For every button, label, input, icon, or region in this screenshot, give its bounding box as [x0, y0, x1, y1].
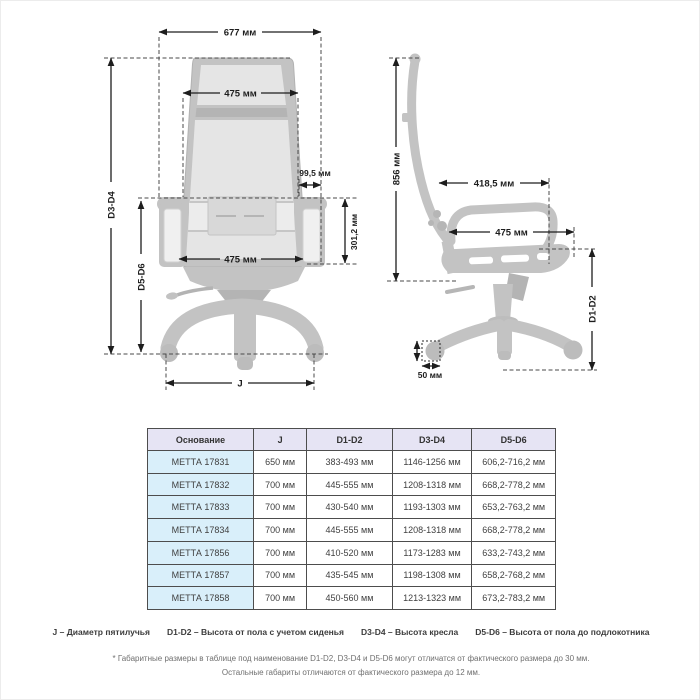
dim-front-base-diameter: J: [237, 378, 243, 390]
cell-d1d2: 435-545 мм: [307, 564, 393, 587]
col-header-d3d4: D3-D4: [392, 429, 472, 451]
cell-j: 700 мм: [254, 496, 307, 519]
legend-item-d3d4: D3-D4 – Высота кресла: [361, 627, 459, 637]
cell-base: МЕТТА 17831: [148, 451, 254, 474]
chair-dimension-diagram: [1, 1, 700, 421]
dim-side-floor-seat: D1-D2: [587, 295, 599, 323]
table-row: [148, 564, 556, 587]
cell-d1d2: 410-520 мм: [307, 541, 393, 564]
dim-front-armrest-offset: 99,5 мм: [299, 168, 331, 178]
cell-d3d4: 1173-1283 мм: [392, 541, 472, 564]
legend-item-j: J – Диаметр пятилучья: [52, 627, 150, 637]
cell-base: МЕТТА 17857: [148, 564, 254, 587]
chair-side-view: [402, 54, 583, 361]
table-header-row: [148, 429, 556, 451]
legend-item-d1d2: D1-D2 – Высота от пола с учетом сиденья: [166, 627, 344, 637]
cell-j: 700 мм: [254, 587, 307, 610]
dim-side-total-depth: 475 мм: [495, 227, 528, 239]
table-row: [148, 587, 556, 610]
cell-d5d6: 606,2-716,2 мм: [472, 451, 556, 474]
armrest-right: [295, 197, 327, 267]
cell-d5d6: 633,2-743,2 мм: [472, 541, 556, 564]
cell-d1d2: 445-555 мм: [307, 473, 393, 496]
table-row: [148, 473, 556, 496]
dimension-legend: [1, 627, 700, 637]
col-header-d1d2: D1-D2: [307, 429, 393, 451]
cell-d5d6: 668,2-778,2 мм: [472, 473, 556, 496]
dim-front-width: 677 мм: [223, 27, 257, 39]
cell-d3d4: 1208-1318 мм: [392, 473, 472, 496]
col-header-j: J: [254, 429, 307, 451]
cell-base: МЕТТА 17856: [148, 541, 254, 564]
cell-d1d2: 445-555 мм: [307, 519, 393, 542]
armrest-left: [157, 197, 189, 267]
cell-j: 700 мм: [254, 473, 307, 496]
cell-d5d6: 673,2-783,2 мм: [472, 587, 556, 610]
cell-j: 700 мм: [254, 519, 307, 542]
dim-side-seat-depth: 418,5 мм: [473, 178, 515, 190]
table-row: [148, 451, 556, 474]
table-row: [148, 519, 556, 542]
cell-d5d6: 658,2-768,2 мм: [472, 564, 556, 587]
cell-d1d2: 430-540 мм: [307, 496, 393, 519]
cell-d3d4: 1146-1256 мм: [392, 451, 472, 474]
legend-item-d5d6: D5-D6 – Высота от пола до подлокотника: [475, 627, 650, 637]
footnote: [1, 652, 700, 679]
spec-table: [147, 428, 556, 610]
cell-d1d2: 383-493 мм: [307, 451, 393, 474]
col-header-base: Основание: [148, 429, 254, 451]
dim-side-caster: 50 мм: [417, 370, 443, 380]
cell-j: 700 мм: [254, 564, 307, 587]
table-row: [148, 496, 556, 519]
dim-front-floor-armrest: D5-D6: [136, 263, 148, 291]
cell-j: 700 мм: [254, 541, 307, 564]
cell-d3d4: 1193-1303 мм: [392, 496, 472, 519]
cell-base: МЕТТА 17833: [148, 496, 254, 519]
dim-front-seat-width: 475 мм: [224, 254, 257, 266]
footnote-line-2: Остальные габариты отличаются от фактического размера до 12 мм.: [221, 667, 481, 677]
dim-front-total-height: D3-D4: [106, 191, 118, 219]
footnote-line-1: * Габаритные размеры в таблице под наименование D1-D2, D3-D4 и D5-D6 могут отличатся от фактического размера до 30 мм.: [112, 654, 590, 663]
cell-base: МЕТТА 17858: [148, 587, 254, 610]
dim-side-back-height: 856 мм: [391, 152, 403, 186]
dim-front-headrest-width: 475 мм: [224, 88, 257, 100]
cell-d3d4: 1208-1318 мм: [392, 519, 472, 542]
cell-d3d4: 1198-1308 мм: [392, 564, 472, 587]
cell-d5d6: 668,2-778,2 мм: [472, 519, 556, 542]
cell-base: МЕТТА 17832: [148, 473, 254, 496]
table-row: [148, 541, 556, 564]
cell-d1d2: 450-560 мм: [307, 587, 393, 610]
cell-j: 650 мм: [254, 451, 307, 474]
cell-base: МЕТТА 17834: [148, 519, 254, 542]
cell-d3d4: 1213-1323 мм: [392, 587, 472, 610]
cell-d5d6: 653,2-763,2 мм: [472, 496, 556, 519]
col-header-d5d6: D5-D6: [472, 429, 556, 451]
dim-front-armrest-height: 301,2 мм: [349, 213, 359, 251]
